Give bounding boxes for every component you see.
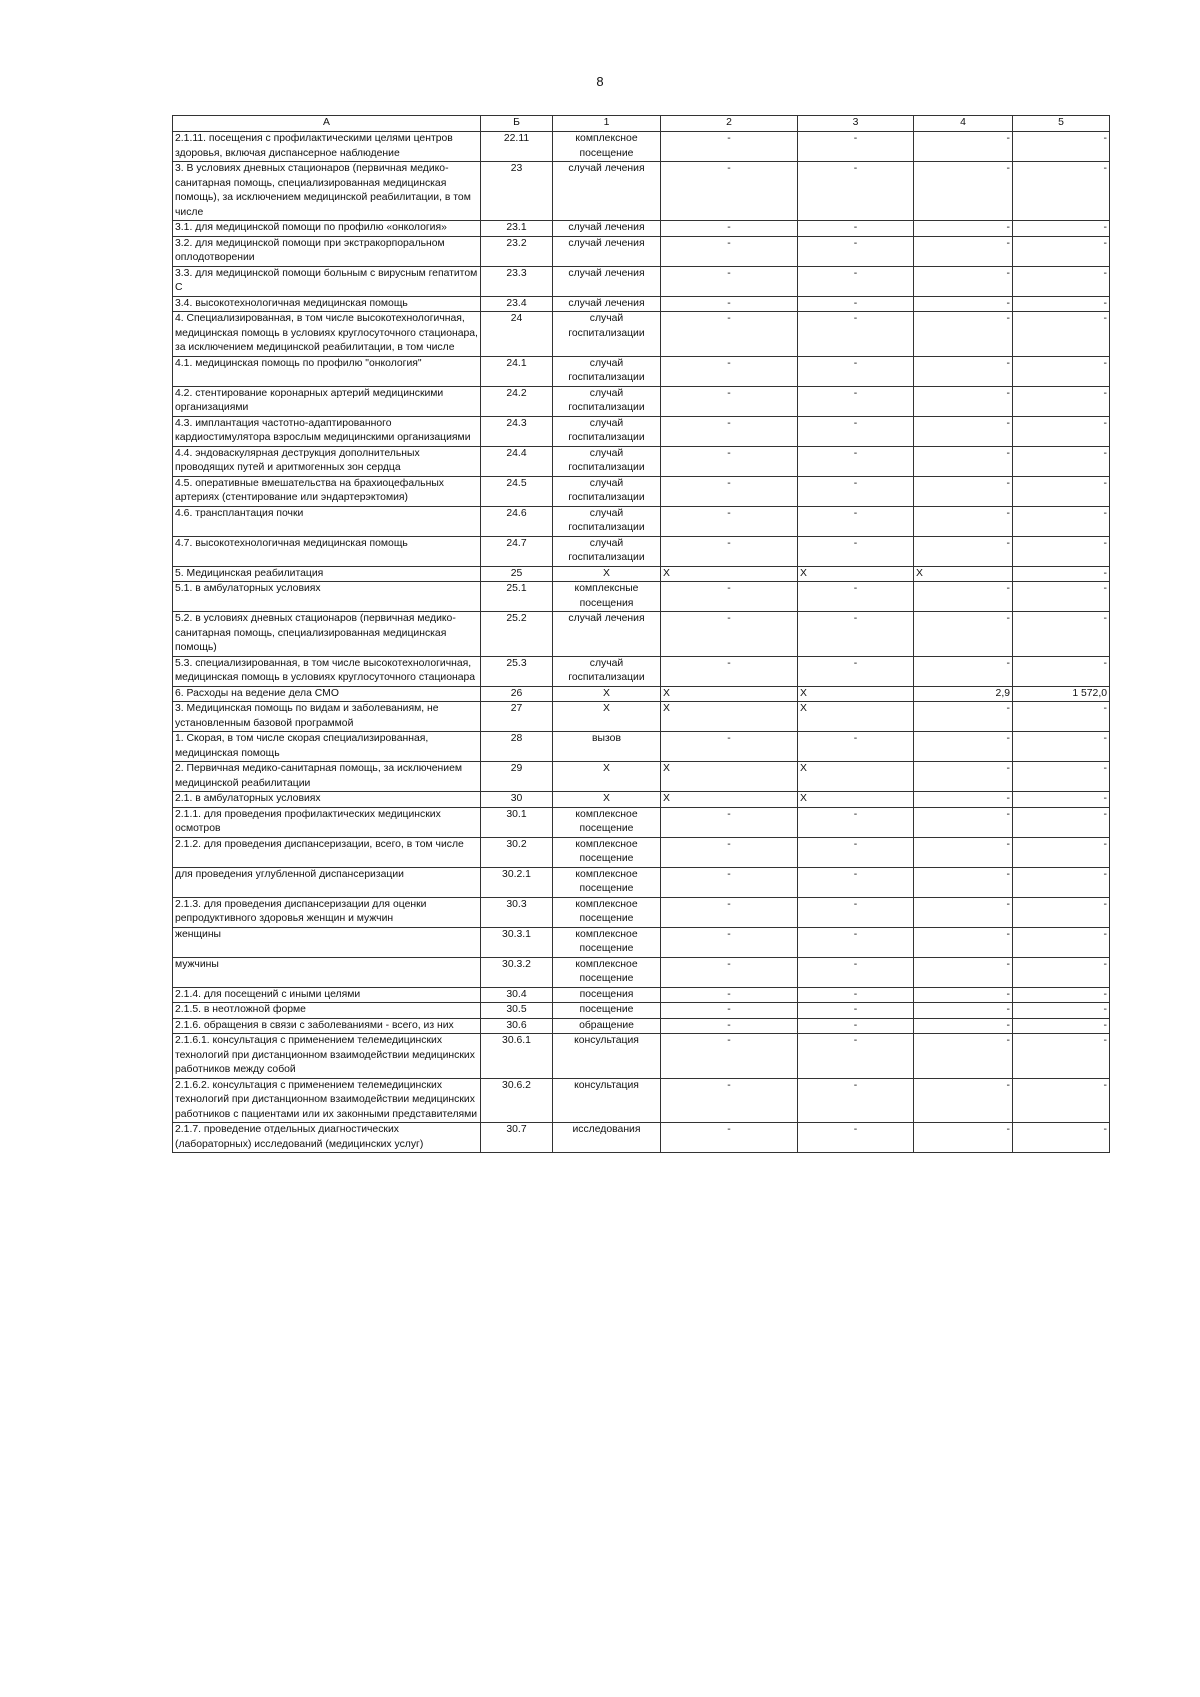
cell-unit: комплексное посещение bbox=[553, 897, 661, 927]
cell-unit: Х bbox=[553, 792, 661, 808]
cell-col-4: - bbox=[914, 927, 1013, 957]
cell-row-number: 24.3 bbox=[481, 416, 553, 446]
table-row bbox=[173, 506, 1110, 536]
cell-unit: случай лечения bbox=[553, 236, 661, 266]
cell-indicator: 3. Медицинская помощь по видам и заболеваниям, не установленным базовой программой bbox=[173, 702, 481, 732]
cell-unit: случай лечения bbox=[553, 162, 661, 221]
table-row bbox=[173, 656, 1110, 686]
table-row bbox=[173, 867, 1110, 897]
cell-col-4: - bbox=[914, 416, 1013, 446]
cell-indicator: 3.2. для медицинской помощи при экстракорпоральном оплодотворении bbox=[173, 236, 481, 266]
cell-unit: случай лечения bbox=[553, 266, 661, 296]
cell-indicator: 2.1.2. для проведения диспансеризации, всего, в том числе bbox=[173, 837, 481, 867]
cell-col-2: - bbox=[661, 356, 798, 386]
cell-row-number: 22.11 bbox=[481, 132, 553, 162]
cell-indicator: 3.1. для медицинской помощи по профилю «онкология» bbox=[173, 221, 481, 237]
table-row bbox=[173, 236, 1110, 266]
cell-indicator: 3.3. для медицинской помощи больным с вирусным гепатитом С bbox=[173, 266, 481, 296]
column-header-2: 2 bbox=[661, 116, 798, 132]
cell-col-5: - bbox=[1013, 927, 1110, 957]
cell-col-3: - bbox=[798, 732, 914, 762]
column-header-5: 5 bbox=[1013, 116, 1110, 132]
cell-col-2: - bbox=[661, 867, 798, 897]
cell-row-number: 25.3 bbox=[481, 656, 553, 686]
cell-col-4: - bbox=[914, 612, 1013, 657]
cell-col-5: - bbox=[1013, 296, 1110, 312]
table-row bbox=[173, 762, 1110, 792]
cell-col-5: - bbox=[1013, 762, 1110, 792]
cell-col-2: - bbox=[661, 1003, 798, 1019]
cell-col-2: Х bbox=[661, 686, 798, 702]
cell-col-4: - bbox=[914, 356, 1013, 386]
cell-row-number: 30 bbox=[481, 792, 553, 808]
table-row bbox=[173, 162, 1110, 221]
cell-col-2: - bbox=[661, 612, 798, 657]
cell-unit: случай лечения bbox=[553, 612, 661, 657]
cell-col-5: - bbox=[1013, 506, 1110, 536]
cell-col-3: - bbox=[798, 987, 914, 1003]
table-row bbox=[173, 1034, 1110, 1079]
table-body bbox=[173, 132, 1110, 1153]
cell-unit: случай госпитализации bbox=[553, 312, 661, 357]
cell-row-number: 29 bbox=[481, 762, 553, 792]
cell-col-5: - bbox=[1013, 312, 1110, 357]
cell-col-4: - bbox=[914, 221, 1013, 237]
table-row bbox=[173, 416, 1110, 446]
cell-indicator: 5.1. в амбулаторных условиях bbox=[173, 582, 481, 612]
table-row bbox=[173, 1003, 1110, 1019]
cell-row-number: 25.1 bbox=[481, 582, 553, 612]
cell-col-2: - bbox=[661, 897, 798, 927]
cell-col-5: - bbox=[1013, 807, 1110, 837]
cell-row-number: 24.1 bbox=[481, 356, 553, 386]
cell-unit: случай госпитализации bbox=[553, 536, 661, 566]
cell-col-5: 1 572,0 bbox=[1013, 686, 1110, 702]
column-header-b: Б bbox=[481, 116, 553, 132]
cell-unit: комплексные посещения bbox=[553, 582, 661, 612]
cell-col-5: - bbox=[1013, 897, 1110, 927]
cell-col-4: - bbox=[914, 296, 1013, 312]
cell-col-3: - bbox=[798, 476, 914, 506]
cell-col-5: - bbox=[1013, 867, 1110, 897]
cell-unit: комплексное посещение bbox=[553, 837, 661, 867]
cell-col-3: - bbox=[798, 356, 914, 386]
cell-col-4: - bbox=[914, 837, 1013, 867]
cell-col-3: - bbox=[798, 656, 914, 686]
cell-col-3: Х bbox=[798, 702, 914, 732]
cell-col-4: - bbox=[914, 732, 1013, 762]
cell-col-3: - bbox=[798, 1123, 914, 1153]
cell-col-4: - bbox=[914, 987, 1013, 1003]
cell-col-3: - bbox=[798, 837, 914, 867]
cell-row-number: 26 bbox=[481, 686, 553, 702]
cell-row-number: 23.3 bbox=[481, 266, 553, 296]
cell-unit: посещение bbox=[553, 1003, 661, 1019]
data-table bbox=[172, 115, 1110, 1153]
table-row bbox=[173, 686, 1110, 702]
cell-unit: Х bbox=[553, 702, 661, 732]
cell-col-5: - bbox=[1013, 476, 1110, 506]
cell-unit: комплексное посещение bbox=[553, 867, 661, 897]
cell-unit: случай госпитализации bbox=[553, 386, 661, 416]
cell-col-2: - bbox=[661, 807, 798, 837]
cell-col-2: Х bbox=[661, 792, 798, 808]
cell-indicator: 4.5. оперативные вмешательства на брахиоцефальных артериях (стентирование или эндартерэктомия) bbox=[173, 476, 481, 506]
cell-col-4: - bbox=[914, 1003, 1013, 1019]
cell-unit: комплексное посещение bbox=[553, 132, 661, 162]
table-row bbox=[173, 897, 1110, 927]
cell-col-4: - bbox=[914, 312, 1013, 357]
cell-col-2: Х bbox=[661, 762, 798, 792]
cell-indicator: 2.1.11. посещения с профилактическими целями центров здоровья, включая диспансерное наблюдение bbox=[173, 132, 481, 162]
cell-col-2: - bbox=[661, 656, 798, 686]
column-header-a: А bbox=[173, 116, 481, 132]
table-row bbox=[173, 1018, 1110, 1034]
cell-indicator: 2.1.7. проведение отдельных диагностических (лабораторных) исследований (медицинских услуг) bbox=[173, 1123, 481, 1153]
cell-col-3: - bbox=[798, 897, 914, 927]
cell-row-number: 30.1 bbox=[481, 807, 553, 837]
cell-col-5: - bbox=[1013, 582, 1110, 612]
cell-row-number: 30.3.2 bbox=[481, 957, 553, 987]
cell-col-5: - bbox=[1013, 236, 1110, 266]
cell-col-4: - bbox=[914, 1078, 1013, 1123]
table-row bbox=[173, 312, 1110, 357]
cell-col-3: - bbox=[798, 1078, 914, 1123]
cell-row-number: 30.6.2 bbox=[481, 1078, 553, 1123]
cell-col-3: - bbox=[798, 582, 914, 612]
cell-col-4: - bbox=[914, 386, 1013, 416]
table-row bbox=[173, 386, 1110, 416]
cell-row-number: 24.5 bbox=[481, 476, 553, 506]
cell-col-3: - bbox=[798, 236, 914, 266]
cell-col-3: - bbox=[798, 506, 914, 536]
cell-indicator: 3. В условиях дневных стационаров (первичная медико-санитарная помощь, специализированная медицинская помощь), за исключением медицинской реабилитации, в том числе bbox=[173, 162, 481, 221]
cell-col-3: Х bbox=[798, 686, 914, 702]
cell-row-number: 24.2 bbox=[481, 386, 553, 416]
cell-col-3: Х bbox=[798, 566, 914, 582]
cell-col-5: - bbox=[1013, 656, 1110, 686]
cell-unit: вызов bbox=[553, 732, 661, 762]
table-row bbox=[173, 446, 1110, 476]
cell-unit: Х bbox=[553, 686, 661, 702]
cell-col-5: - bbox=[1013, 221, 1110, 237]
cell-col-5: - bbox=[1013, 266, 1110, 296]
cell-col-2: - bbox=[661, 132, 798, 162]
cell-row-number: 30.2.1 bbox=[481, 867, 553, 897]
cell-row-number: 24.7 bbox=[481, 536, 553, 566]
cell-col-5: - bbox=[1013, 957, 1110, 987]
table-row bbox=[173, 612, 1110, 657]
cell-col-2: - bbox=[661, 957, 798, 987]
cell-indicator: для проведения углубленной диспансеризации bbox=[173, 867, 481, 897]
cell-col-3: - bbox=[798, 132, 914, 162]
page-number: 8 bbox=[596, 74, 604, 89]
cell-row-number: 30.6 bbox=[481, 1018, 553, 1034]
cell-col-3: Х bbox=[798, 762, 914, 792]
cell-row-number: 24 bbox=[481, 312, 553, 357]
cell-indicator: 5.2. в условиях дневных стационаров (первичная медико-санитарная помощь, специализированная медицинская помощь) bbox=[173, 612, 481, 657]
cell-col-4: - bbox=[914, 476, 1013, 506]
cell-row-number: 30.4 bbox=[481, 987, 553, 1003]
cell-col-4: - bbox=[914, 132, 1013, 162]
cell-col-5: - bbox=[1013, 612, 1110, 657]
cell-indicator: 5.3. специализированная, в том числе высокотехнологичная, медицинская помощь в условиях круглосуточного стационара bbox=[173, 656, 481, 686]
table-row bbox=[173, 807, 1110, 837]
cell-col-3: - bbox=[798, 927, 914, 957]
cell-indicator: 2.1.4. для посещений с иными целями bbox=[173, 987, 481, 1003]
cell-unit: случай госпитализации bbox=[553, 656, 661, 686]
cell-col-4: - bbox=[914, 1034, 1013, 1079]
cell-col-4: - bbox=[914, 536, 1013, 566]
cell-unit: случай госпитализации bbox=[553, 356, 661, 386]
cell-unit: комплексное посещение bbox=[553, 807, 661, 837]
cell-col-4: - bbox=[914, 702, 1013, 732]
cell-col-2: - bbox=[661, 1018, 798, 1034]
table-row bbox=[173, 927, 1110, 957]
cell-indicator: 3.4. высокотехнологичная медицинская помощь bbox=[173, 296, 481, 312]
cell-col-2: - bbox=[661, 582, 798, 612]
cell-col-3: - bbox=[798, 446, 914, 476]
cell-col-3: Х bbox=[798, 792, 914, 808]
cell-col-2: - bbox=[661, 1123, 798, 1153]
cell-col-3: - bbox=[798, 312, 914, 357]
cell-col-3: - bbox=[798, 416, 914, 446]
cell-col-4: - bbox=[914, 762, 1013, 792]
cell-indicator: 2.1.6.1. консультация с применением телемедицинских технологий при дистанционном взаимодействии медицинских работников между собой bbox=[173, 1034, 481, 1079]
cell-indicator: 2.1.1. для проведения профилактических медицинских осмотров bbox=[173, 807, 481, 837]
cell-indicator: мужчины bbox=[173, 957, 481, 987]
cell-col-2: - bbox=[661, 296, 798, 312]
cell-col-5: - bbox=[1013, 792, 1110, 808]
cell-col-4: - bbox=[914, 807, 1013, 837]
cell-unit: случай госпитализации bbox=[553, 506, 661, 536]
cell-indicator: 2. Первичная медико-санитарная помощь, за исключением медицинской реабилитации bbox=[173, 762, 481, 792]
cell-indicator: 4.2. стентирование коронарных артерий медицинскими организациями bbox=[173, 386, 481, 416]
table-row bbox=[173, 266, 1110, 296]
cell-col-4: - bbox=[914, 582, 1013, 612]
cell-unit: случай лечения bbox=[553, 296, 661, 312]
cell-indicator: 4.7. высокотехнологичная медицинская помощь bbox=[173, 536, 481, 566]
header-row bbox=[173, 116, 1110, 132]
table-row bbox=[173, 987, 1110, 1003]
cell-unit: случай госпитализации bbox=[553, 476, 661, 506]
cell-col-4: - bbox=[914, 506, 1013, 536]
cell-unit: консультация bbox=[553, 1078, 661, 1123]
cell-col-5: - bbox=[1013, 1078, 1110, 1123]
cell-col-3: - bbox=[798, 807, 914, 837]
cell-indicator: 6. Расходы на ведение дела СМО bbox=[173, 686, 481, 702]
cell-col-2: - bbox=[661, 732, 798, 762]
cell-col-5: - bbox=[1013, 536, 1110, 566]
cell-col-5: - bbox=[1013, 386, 1110, 416]
cell-col-5: - bbox=[1013, 987, 1110, 1003]
table-row bbox=[173, 296, 1110, 312]
cell-col-2: - bbox=[661, 162, 798, 221]
table-row bbox=[173, 1123, 1110, 1153]
cell-col-2: - bbox=[661, 1034, 798, 1079]
cell-col-4: - bbox=[914, 236, 1013, 266]
cell-col-4: - bbox=[914, 792, 1013, 808]
column-header-4: 4 bbox=[914, 116, 1013, 132]
cell-col-2: Х bbox=[661, 702, 798, 732]
cell-col-3: - bbox=[798, 612, 914, 657]
cell-col-5: - bbox=[1013, 356, 1110, 386]
cell-indicator: женщины bbox=[173, 927, 481, 957]
table-row bbox=[173, 732, 1110, 762]
cell-row-number: 30.2 bbox=[481, 837, 553, 867]
cell-unit: комплексное посещение bbox=[553, 927, 661, 957]
cell-col-3: - bbox=[798, 386, 914, 416]
cell-col-2: - bbox=[661, 1078, 798, 1123]
cell-col-3: - bbox=[798, 867, 914, 897]
cell-unit: случай госпитализации bbox=[553, 446, 661, 476]
cell-row-number: 23.2 bbox=[481, 236, 553, 266]
table-row bbox=[173, 1078, 1110, 1123]
cell-col-4: - bbox=[914, 446, 1013, 476]
cell-row-number: 24.4 bbox=[481, 446, 553, 476]
cell-row-number: 30.7 bbox=[481, 1123, 553, 1153]
cell-col-2: - bbox=[661, 987, 798, 1003]
cell-unit: исследования bbox=[553, 1123, 661, 1153]
cell-unit: случай госпитализации bbox=[553, 416, 661, 446]
cell-unit: комплексное посещение bbox=[553, 957, 661, 987]
table-row bbox=[173, 566, 1110, 582]
table-row bbox=[173, 476, 1110, 506]
cell-col-3: - bbox=[798, 296, 914, 312]
cell-col-5: - bbox=[1013, 162, 1110, 221]
cell-unit: Х bbox=[553, 566, 661, 582]
cell-col-2: Х bbox=[661, 566, 798, 582]
cell-col-2: - bbox=[661, 536, 798, 566]
cell-col-4: - bbox=[914, 266, 1013, 296]
cell-col-5: - bbox=[1013, 446, 1110, 476]
cell-row-number: 24.6 bbox=[481, 506, 553, 536]
cell-col-2: - bbox=[661, 506, 798, 536]
table-row bbox=[173, 837, 1110, 867]
cell-col-4: - bbox=[914, 1123, 1013, 1153]
cell-row-number: 25.2 bbox=[481, 612, 553, 657]
cell-indicator: 4.3. имплантация частотно-адаптированного кардиостимулятора взрослым медицинскими организациями bbox=[173, 416, 481, 446]
cell-col-2: - bbox=[661, 476, 798, 506]
cell-col-5: - bbox=[1013, 1123, 1110, 1153]
cell-col-2: - bbox=[661, 446, 798, 476]
cell-col-3: - bbox=[798, 162, 914, 221]
cell-col-2: - bbox=[661, 221, 798, 237]
cell-col-5: - bbox=[1013, 1003, 1110, 1019]
cell-col-2: - bbox=[661, 312, 798, 357]
cell-col-3: - bbox=[798, 1034, 914, 1079]
cell-indicator: 2.1.3. для проведения диспансеризации для оценки репродуктивного здоровья женщин и мужчин bbox=[173, 897, 481, 927]
cell-col-4: 2,9 bbox=[914, 686, 1013, 702]
cell-indicator: 2.1.5. в неотложной форме bbox=[173, 1003, 481, 1019]
cell-col-4: - bbox=[914, 897, 1013, 927]
table-row bbox=[173, 582, 1110, 612]
cell-unit: случай лечения bbox=[553, 221, 661, 237]
column-header-3: 3 bbox=[798, 116, 914, 132]
cell-indicator: 4. Специализированная, в том числе высокотехнологичная, медицинская помощь в условиях круглосуточного стационара, за исключением медицинской реабилитации, в том числе bbox=[173, 312, 481, 357]
cell-row-number: 23 bbox=[481, 162, 553, 221]
cell-col-2: - bbox=[661, 416, 798, 446]
cell-indicator: 1. Скорая, в том числе скорая специализированная, медицинская помощь bbox=[173, 732, 481, 762]
cell-row-number: 30.3 bbox=[481, 897, 553, 927]
cell-row-number: 23.1 bbox=[481, 221, 553, 237]
cell-col-5: - bbox=[1013, 566, 1110, 582]
cell-col-2: - bbox=[661, 236, 798, 266]
cell-col-5: - bbox=[1013, 1034, 1110, 1079]
cell-unit: Х bbox=[553, 762, 661, 792]
cell-col-3: - bbox=[798, 957, 914, 987]
cell-row-number: 27 bbox=[481, 702, 553, 732]
table-row bbox=[173, 957, 1110, 987]
cell-col-3: - bbox=[798, 1018, 914, 1034]
cell-indicator: 4.6. трансплантация почки bbox=[173, 506, 481, 536]
cell-row-number: 30.6.1 bbox=[481, 1034, 553, 1079]
column-header-1: 1 bbox=[553, 116, 661, 132]
cell-col-2: - bbox=[661, 266, 798, 296]
cell-col-5: - bbox=[1013, 416, 1110, 446]
cell-col-4: - bbox=[914, 656, 1013, 686]
table-row bbox=[173, 132, 1110, 162]
cell-col-5: - bbox=[1013, 732, 1110, 762]
cell-indicator: 2.1.6. обращения в связи с заболеваниями - всего, из них bbox=[173, 1018, 481, 1034]
cell-col-4: Х bbox=[914, 566, 1013, 582]
cell-row-number: 30.5 bbox=[481, 1003, 553, 1019]
table-row bbox=[173, 356, 1110, 386]
cell-col-3: - bbox=[798, 536, 914, 566]
cell-unit: посещения bbox=[553, 987, 661, 1003]
cell-col-4: - bbox=[914, 957, 1013, 987]
cell-indicator: 2.1. в амбулаторных условиях bbox=[173, 792, 481, 808]
cell-row-number: 23.4 bbox=[481, 296, 553, 312]
cell-col-2: - bbox=[661, 927, 798, 957]
cell-col-3: - bbox=[798, 1003, 914, 1019]
cell-row-number: 25 bbox=[481, 566, 553, 582]
cell-col-5: - bbox=[1013, 702, 1110, 732]
table-row bbox=[173, 221, 1110, 237]
cell-unit: консультация bbox=[553, 1034, 661, 1079]
cell-row-number: 28 bbox=[481, 732, 553, 762]
table-row bbox=[173, 702, 1110, 732]
cell-col-3: - bbox=[798, 221, 914, 237]
cell-unit: обращение bbox=[553, 1018, 661, 1034]
cell-indicator: 5. Медицинская реабилитация bbox=[173, 566, 481, 582]
cell-col-5: - bbox=[1013, 1018, 1110, 1034]
cell-indicator: 4.1. медицинская помощь по профилю "онкология" bbox=[173, 356, 481, 386]
table-row bbox=[173, 792, 1110, 808]
table-row bbox=[173, 536, 1110, 566]
cell-col-3: - bbox=[798, 266, 914, 296]
cell-col-4: - bbox=[914, 867, 1013, 897]
cell-col-5: - bbox=[1013, 837, 1110, 867]
cell-col-2: - bbox=[661, 837, 798, 867]
cell-row-number: 30.3.1 bbox=[481, 927, 553, 957]
cell-col-4: - bbox=[914, 162, 1013, 221]
cell-col-2: - bbox=[661, 386, 798, 416]
cell-indicator: 4.4. эндоваскулярная деструкция дополнительных проводящих путей и аритмогенных зон сердца bbox=[173, 446, 481, 476]
cell-col-5: - bbox=[1013, 132, 1110, 162]
cell-indicator: 2.1.6.2. консультация с применением телемедицинских технологий при дистанционном взаимодействии медицинских работников с пациентами или их законными представителями bbox=[173, 1078, 481, 1123]
cell-col-4: - bbox=[914, 1018, 1013, 1034]
